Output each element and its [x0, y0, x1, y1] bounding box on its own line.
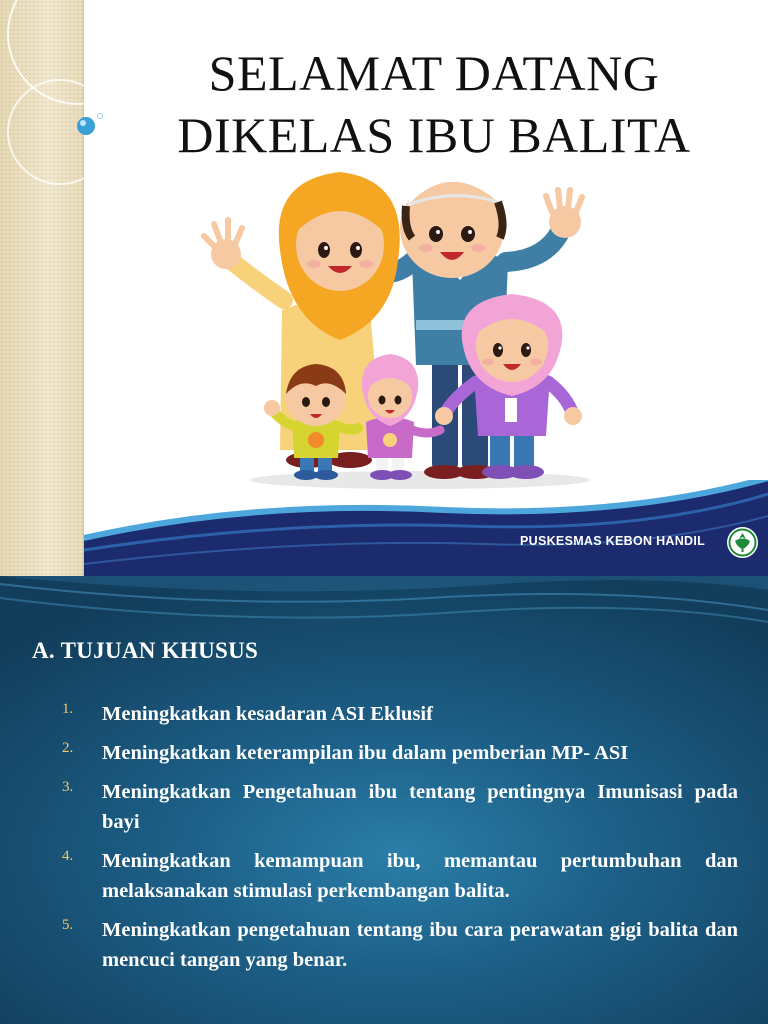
objectives-slide: [0, 576, 768, 1024]
bubble-icon: [77, 114, 103, 136]
list-item: [62, 699, 738, 729]
title-line-1: SELAMAT DATANG: [208, 45, 660, 101]
item-number: 3.: [62, 779, 74, 795]
item-text: Meningkatkan keterampilan ibu dalam pemberian MP- ASI: [102, 742, 629, 764]
section-heading: A. TUJUAN KHUSUS: [32, 638, 259, 663]
item-number: 2.: [62, 740, 74, 756]
list-item: [62, 777, 738, 837]
item-text: Meningkatkan kemampuan ibu, memantau pertumbuhan dan melaksanakan stimulasi perkembangan balita.: [102, 850, 738, 902]
list-item: [62, 915, 738, 975]
item-text: Meningkatkan kesadaran ASI Eklusif: [102, 703, 433, 725]
item-number: 1.: [62, 701, 74, 717]
welcome-title: [100, 42, 768, 166]
top-swoosh: [0, 576, 768, 646]
item-number: 4.: [62, 848, 74, 864]
bottom-wave: [84, 480, 768, 576]
logo-icon: [727, 527, 758, 558]
footer-label: PUSKESMAS KEBON HANDIL: [520, 534, 706, 548]
item-text: Meningkatkan Pengetahuan ibu tentang pentingnya Imunisasi pada bayi: [102, 781, 738, 833]
objectives-list: [62, 699, 738, 984]
item-text: Meningkatkan pengetahuan tentang ibu cara perawatan gigi balita dan mencuci tangan yang benar.: [102, 919, 738, 971]
list-item: [62, 846, 738, 906]
item-number: 5.: [62, 917, 74, 933]
title-line-2: DIKELAS IBU BALITA: [177, 107, 691, 163]
list-item: [62, 738, 738, 768]
family-illustration: [200, 150, 620, 495]
